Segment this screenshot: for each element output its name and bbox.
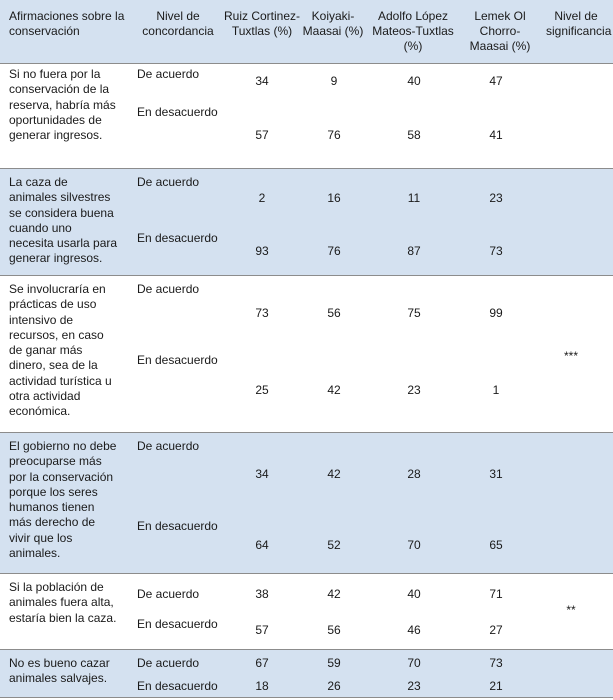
value-cell: 1 [492,383,500,397]
value-cell: 73 [489,656,503,670]
value-cell: 42 [327,383,341,397]
value-cell: 11 [407,191,421,205]
value-cell: 31 [489,467,503,481]
header-level: Nivel de concordancia [142,9,214,38]
level-disagree: En desacuerdo [137,231,218,245]
level-disagree: En desacuerdo [137,353,218,367]
table-header [0,0,613,63]
value-cell: 65 [489,538,503,552]
value-cell: 76 [327,244,341,258]
level-agree: De acuerdo [137,656,200,670]
level-agree: De acuerdo [137,587,200,601]
value-cell: 40 [407,74,421,88]
value-cell: 58 [407,128,421,142]
value-cell: 16 [327,191,341,205]
row-statement: La caza de animales silvestres se considera buena cuando uno necesita usarla para generar ingresos. [9,175,118,266]
table-row [0,433,613,573]
value-cell: 57 [255,623,269,637]
level-agree: De acuerdo [137,175,200,189]
value-cell: 26 [327,679,341,693]
row-statement: Si no fuera por la conservación de la reserva, habría más oportunidades de generar ingresos. [9,67,116,143]
value-cell: 99 [489,306,503,320]
value-cell: 23 [489,191,503,205]
header-statement: Afirmaciones sobre la conservación [9,9,125,38]
value-cell: 56 [327,623,341,637]
level-agree: De acuerdo [137,67,200,81]
value-cell: 18 [255,679,269,693]
value-cell: 73 [255,306,269,320]
significance-cell: ** [566,603,576,617]
value-cell: 93 [255,244,269,258]
table-row [0,169,613,275]
level-disagree: En desacuerdo [137,679,218,693]
value-cell: 75 [407,306,421,320]
header-significance: Nivel de significancia [546,9,612,38]
table-row [0,650,613,697]
header-site-lemek: Lemek Ol Chorro-Maasai (%) [469,9,531,53]
value-cell: 9 [330,74,338,88]
level-disagree: En desacuerdo [137,105,218,119]
value-cell: 28 [407,467,421,481]
value-cell: 38 [255,587,269,601]
level-disagree: En desacuerdo [137,519,218,533]
value-cell: 40 [407,587,421,601]
value-cell: 46 [407,623,421,637]
header-site-koiyaki: Koiyaki-Maasai (%) [302,9,364,38]
value-cell: 71 [489,587,503,601]
value-cell: 73 [489,244,503,258]
table-row [0,574,613,649]
table-row [0,276,613,432]
row-statement: No es bueno cazar animales salvajes. [9,656,110,686]
value-cell: 64 [255,538,269,552]
row-statement: Se involucraría en prácticas de uso intensivo de recursos, en caso de ganar más dinero, sea de la actividad turística u otra actividad económica. [9,282,112,419]
row-statement: Si la población de animales fuera alta, estaría bien la caza. [9,580,117,625]
value-cell: 34 [255,467,269,481]
table-row [0,64,613,168]
level-agree: De acuerdo [137,439,200,453]
value-cell: 52 [327,538,341,552]
value-cell: 56 [327,306,341,320]
header-site-ruiz-cortinez: Ruiz Cortinez-Tuxtlas (%) [223,9,301,38]
value-cell: 47 [489,74,503,88]
value-cell: 70 [407,538,421,552]
row-statement: El gobierno no debe preocuparse más por la conservación porque los seres humanos tienen más derecho de vivir que los animales. [9,439,117,561]
table-bottom-rule [0,697,613,698]
value-cell: 67 [255,656,269,670]
level-disagree: En desacuerdo [137,617,218,631]
value-cell: 2 [258,191,266,205]
value-cell: 25 [255,383,269,397]
value-cell: 23 [407,679,421,693]
value-cell: 27 [489,623,503,637]
value-cell: 70 [407,656,421,670]
value-cell: 21 [489,679,503,693]
header-site-adolfo-lopez: Adolfo López Mateos-Tuxtlas (%) [372,9,454,53]
value-cell: 41 [489,128,503,142]
value-cell: 87 [407,244,421,258]
value-cell: 76 [327,128,341,142]
significance-cell: *** [563,349,578,363]
value-cell: 23 [407,383,421,397]
value-cell: 42 [327,467,341,481]
value-cell: 42 [327,587,341,601]
value-cell: 59 [327,656,341,670]
value-cell: 34 [255,74,269,88]
level-agree: De acuerdo [137,282,200,296]
value-cell: 57 [255,128,269,142]
